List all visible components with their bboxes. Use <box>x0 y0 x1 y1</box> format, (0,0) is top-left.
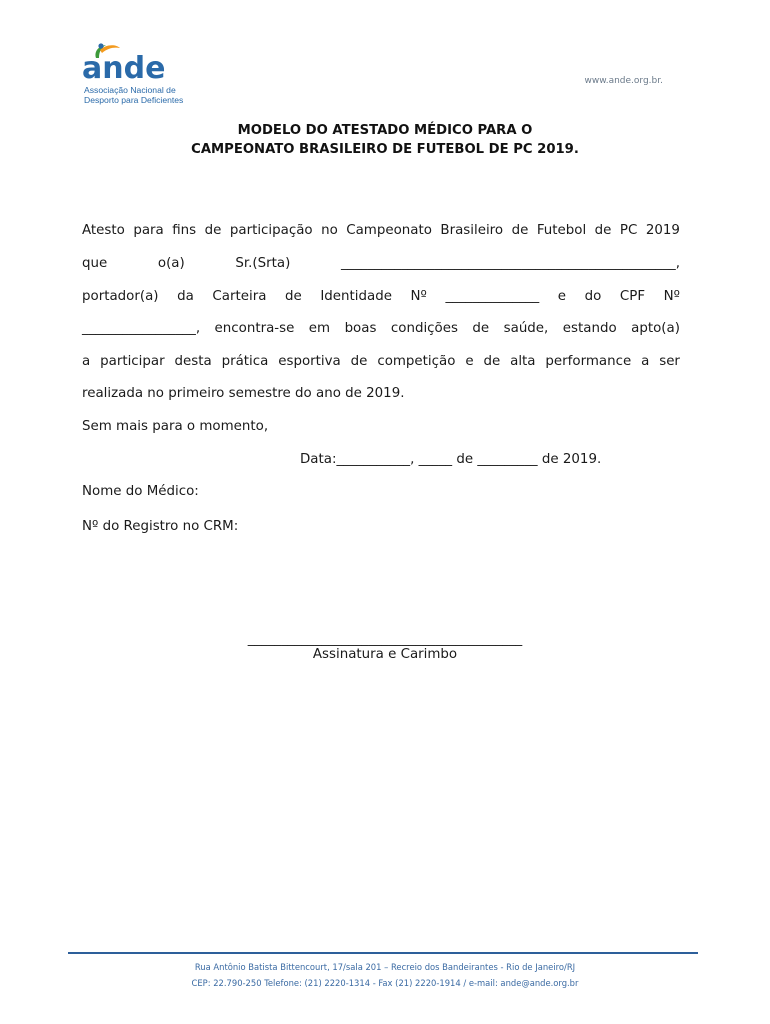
body-word: prática <box>221 354 269 369</box>
body-line-4 <box>82 321 680 336</box>
body-word: competição <box>377 354 456 369</box>
footer <box>0 959 770 991</box>
body-word: esportiva <box>278 354 341 369</box>
body-word: a <box>641 354 650 369</box>
crm-registration-label: Nº do Registro no CRM: <box>82 519 239 534</box>
body-word: Carteira <box>212 289 267 304</box>
body-word: e <box>465 354 474 369</box>
body-line-3 <box>82 289 680 304</box>
body-word: performance <box>545 354 632 369</box>
closing-line: Sem mais para o momento, <box>82 419 269 434</box>
body-line-6: realizada no primeiro semestre do ano de 2019. <box>82 386 405 401</box>
body-word: ______________ <box>445 289 540 304</box>
body-word: CPF <box>619 289 646 304</box>
title-line-1: MODELO DO ATESTADO MÉDICO PARA O <box>237 123 533 138</box>
body-word: de <box>594 223 612 238</box>
body-word: Nº <box>410 289 427 304</box>
body-word: a <box>82 354 91 369</box>
footer-divider <box>68 952 698 954</box>
body-line-5 <box>82 354 680 369</box>
body-word: ser <box>659 354 680 369</box>
body-word: de <box>483 354 501 369</box>
body-word: da <box>177 289 194 304</box>
ande-logo <box>80 42 220 106</box>
footer-contact: CEP: 22.790-250 Telefone: (21) 2220-1314 - Fax (21) 2220-1914 / e-mail: ande@ande.org.br <box>191 978 579 988</box>
body-word: alta <box>510 354 536 369</box>
body-word: participação <box>229 223 313 238</box>
body-line-2 <box>82 256 680 271</box>
body-word: apto(a) <box>631 321 680 336</box>
website-link[interactable]: www.ande.org.br. <box>584 76 663 86</box>
body-word: Sr.(Srta) <box>235 256 291 271</box>
body-word: boas <box>344 321 377 336</box>
body-word: estando <box>562 321 617 336</box>
signature-line: _________________________________________ <box>247 632 523 647</box>
logo-subtitle <box>84 86 183 105</box>
footer-address: Rua Antônio Batista Bittencourt, 17/sala 201 – Recreio dos Bandeirantes - Rio de Janeiro/RJ <box>194 962 576 972</box>
signature-label: Assinatura e Carimbo <box>312 647 458 662</box>
logo-wordmark: ande <box>82 51 166 86</box>
body-word: Campeonato <box>346 223 432 238</box>
body-word: de <box>350 354 368 369</box>
body-word: fins <box>172 223 197 238</box>
body-word: Identidade <box>320 289 392 304</box>
logo-subtitle-line-1: Associação Nacional de <box>84 85 176 95</box>
body-word: no <box>321 223 338 238</box>
body-word: desta <box>174 354 212 369</box>
body-word: __________________________________________________, <box>340 256 680 271</box>
body-word: de <box>204 223 222 238</box>
body-word: saúde, <box>503 321 549 336</box>
logo-subtitle-line-2: Desporto para Deficientes <box>84 94 184 105</box>
body-word: em <box>308 321 331 336</box>
body-word: encontra-se <box>214 321 295 336</box>
title-line-2: CAMPEONATO BRASILEIRO DE FUTEBOL DE PC 2019. <box>191 142 579 157</box>
body-word: de <box>285 289 302 304</box>
body-word: _________________, <box>82 321 201 336</box>
body-word: condições <box>390 321 458 336</box>
body-word: de <box>511 223 529 238</box>
body-word: o(a) <box>157 256 185 271</box>
body-word: portador(a) <box>82 289 159 304</box>
body-word: Nº <box>663 289 680 304</box>
body-word: e <box>557 289 567 304</box>
doctor-name-label: Nome do Médico: <box>82 484 199 499</box>
body-word: Brasileiro <box>440 223 504 238</box>
body-word: do <box>584 289 602 304</box>
body-word: Futebol <box>536 223 587 238</box>
body-word: PC <box>619 223 638 238</box>
signature-block <box>0 632 770 662</box>
body-word: para <box>133 223 164 238</box>
body-word: participar <box>100 354 165 369</box>
body-word: Atesto <box>82 223 125 238</box>
document-title <box>0 121 770 159</box>
date-line: Data:___________, _____ de _________ de 2019. <box>300 452 602 467</box>
body-line-1 <box>82 223 680 238</box>
body-word: de <box>472 321 490 336</box>
body-word: que <box>82 256 108 271</box>
body-word: 2019 <box>645 223 680 238</box>
